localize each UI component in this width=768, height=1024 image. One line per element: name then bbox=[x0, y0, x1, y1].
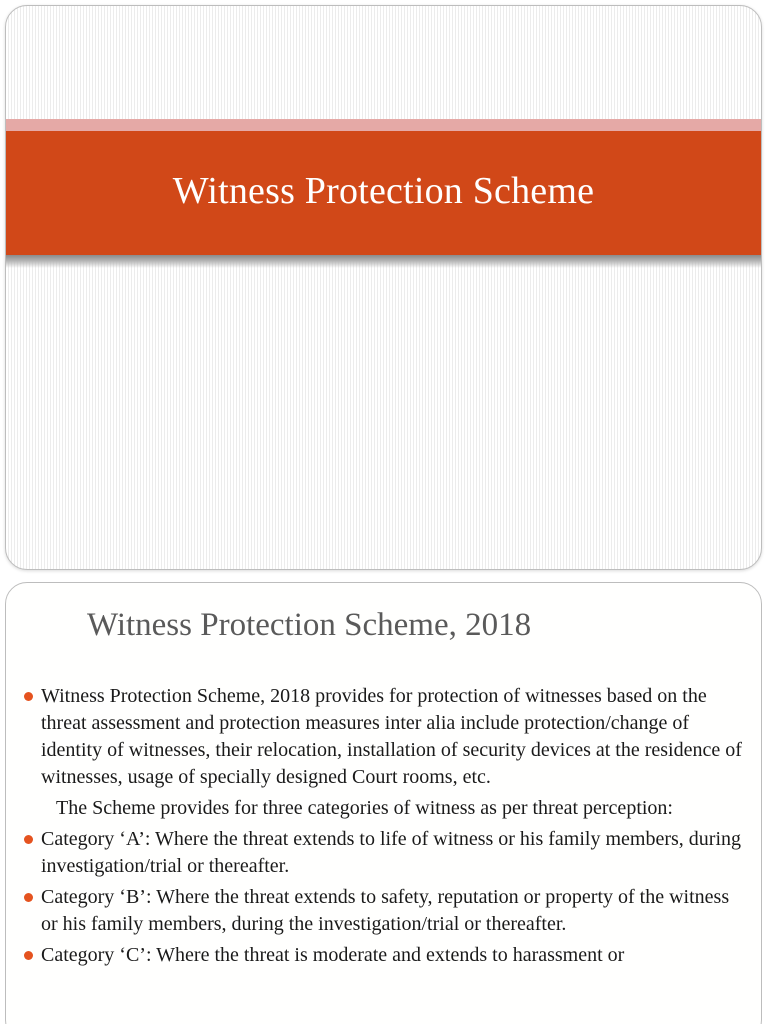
bullet-dot-icon bbox=[24, 893, 33, 902]
title-band bbox=[6, 131, 761, 255]
bullet-item bbox=[24, 826, 749, 880]
bullet-text: Category ‘C’: Where the threat is moderate and extends to harassment or bbox=[41, 944, 625, 966]
bullet-item bbox=[24, 884, 749, 938]
bullet-dot-icon bbox=[24, 835, 33, 844]
content-slide bbox=[5, 582, 762, 1024]
plain-paragraph bbox=[24, 795, 749, 822]
accent-stripe bbox=[6, 119, 761, 131]
content-body bbox=[24, 683, 749, 973]
bullet-dot-icon bbox=[24, 692, 33, 701]
bullet-item bbox=[24, 683, 749, 791]
paragraph-text: The Scheme provides for three categories of witness as per threat perception: bbox=[56, 797, 673, 819]
bullet-text: Category ‘B’: Where the threat extends to safety, reputation or property of the witness or his family members, during the investigation/trial or thereafter. bbox=[41, 886, 730, 935]
title-slide bbox=[5, 5, 762, 570]
content-slide-title: Witness Protection Scheme, 2018 bbox=[87, 607, 532, 643]
bullet-item bbox=[24, 942, 749, 969]
bullet-text: Category ‘A’: Where the threat extends to life of witness or his family members, during investigation/trial or thereafter. bbox=[41, 828, 741, 877]
bullet-text: Witness Protection Scheme, 2018 provides for protection of witnesses based on the threat assessment and protection measures inter alia include protection/change of identity of witnesses, their relocation, installation of security devices at the residence of witnesses, usage of specially designed Court rooms, etc. bbox=[41, 685, 742, 788]
slide-title: Witness Protection Scheme bbox=[172, 170, 595, 212]
bullet-dot-icon bbox=[24, 951, 33, 960]
title-band-shadow bbox=[6, 255, 761, 268]
